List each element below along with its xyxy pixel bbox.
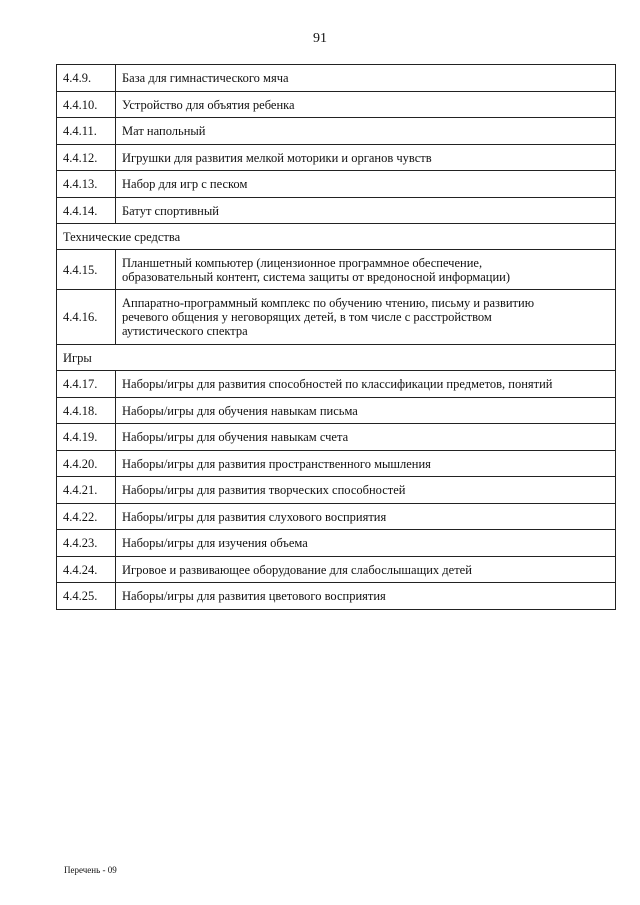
item-number: 4.4.18. [57, 398, 116, 424]
item-number: 4.4.16. [57, 290, 116, 345]
table-row [57, 171, 616, 198]
item-line: речевого общения у неговорящих детей, в том числе с расстройством [122, 310, 492, 324]
table-row [57, 290, 616, 345]
item-number: 4.4.14. [57, 198, 116, 224]
item-number: 4.4.22. [57, 504, 116, 530]
item-line: Планшетный компьютер (лицензионное программное обеспечение, [122, 255, 483, 270]
item-number: 4.4.23. [57, 530, 116, 557]
item-number: 4.4.12. [57, 145, 116, 171]
table-row [57, 145, 616, 171]
section-heading: Игры [57, 345, 616, 371]
item-number: 4.4.11. [57, 118, 116, 145]
item-name: Набор для игр с песком [116, 171, 616, 198]
item-name: База для гимнастического мяча [116, 65, 616, 92]
item-name: Наборы/игры для обучения навыкам счета [116, 424, 616, 451]
item-name [116, 250, 616, 290]
item-name: Наборы/игры для развития цветового восприятия [116, 583, 616, 610]
item-number: 4.4.10. [57, 92, 116, 118]
table-row [57, 530, 616, 557]
item-number: 4.4.9. [57, 65, 116, 92]
item-name: Наборы/игры для развития пространственного мышления [116, 451, 616, 477]
item-line: образовательный контент, система защиты от вредоносной информации) [122, 269, 511, 284]
item-name: Наборы/игры для развития творческих способностей [116, 477, 616, 504]
item-number: 4.4.24. [57, 557, 116, 583]
table-row [57, 198, 616, 224]
item-number: 4.4.19. [57, 424, 116, 451]
item-number: 4.4.17. [57, 371, 116, 398]
item-name: Наборы/игры для изучения объема [116, 530, 616, 557]
table-row [57, 371, 616, 398]
section-row [57, 224, 616, 250]
section-row [57, 345, 616, 371]
item-name: Наборы/игры для обучения навыкам письма [116, 398, 616, 424]
table-row [57, 65, 616, 92]
item-name: Игровое и развивающее оборудование для слабослышащих детей [116, 557, 616, 583]
item-name: Игрушки для развития мелкой моторики и органов чувств [116, 145, 616, 171]
table-row [57, 398, 616, 424]
item-number: 4.4.21. [57, 477, 116, 504]
table-row [57, 92, 616, 118]
table-row [57, 118, 616, 145]
item-number: 4.4.20. [57, 451, 116, 477]
page-number: 91 [313, 31, 327, 46]
item-number: 4.4.13. [57, 171, 116, 198]
item-number: 4.4.25. [57, 583, 116, 610]
table-row [57, 477, 616, 504]
table-row [57, 583, 616, 610]
table-row [57, 250, 616, 290]
item-name: Устройство для объятия ребенка [116, 92, 616, 118]
table-row [57, 424, 616, 451]
item-name: Мат напольный [116, 118, 616, 145]
item-name: Батут спортивный [116, 198, 616, 224]
item-number: 4.4.15. [57, 250, 116, 290]
item-line: Аппаратно-программный комплекс по обучению чтению, письму и развитию [122, 296, 535, 310]
item-name: Наборы/игры для развития способностей по классификации предметов, понятий [116, 371, 616, 398]
table-row [57, 557, 616, 583]
item-line: аутистического спектра [122, 324, 248, 338]
section-heading: Технические средства [57, 224, 616, 250]
table-row [57, 451, 616, 477]
item-name [116, 290, 616, 345]
document-footer: Перечень - 09 [64, 865, 117, 875]
table-row [57, 504, 616, 530]
item-name: Наборы/игры для развития слухового восприятия [116, 504, 616, 530]
equipment-table [56, 64, 616, 610]
